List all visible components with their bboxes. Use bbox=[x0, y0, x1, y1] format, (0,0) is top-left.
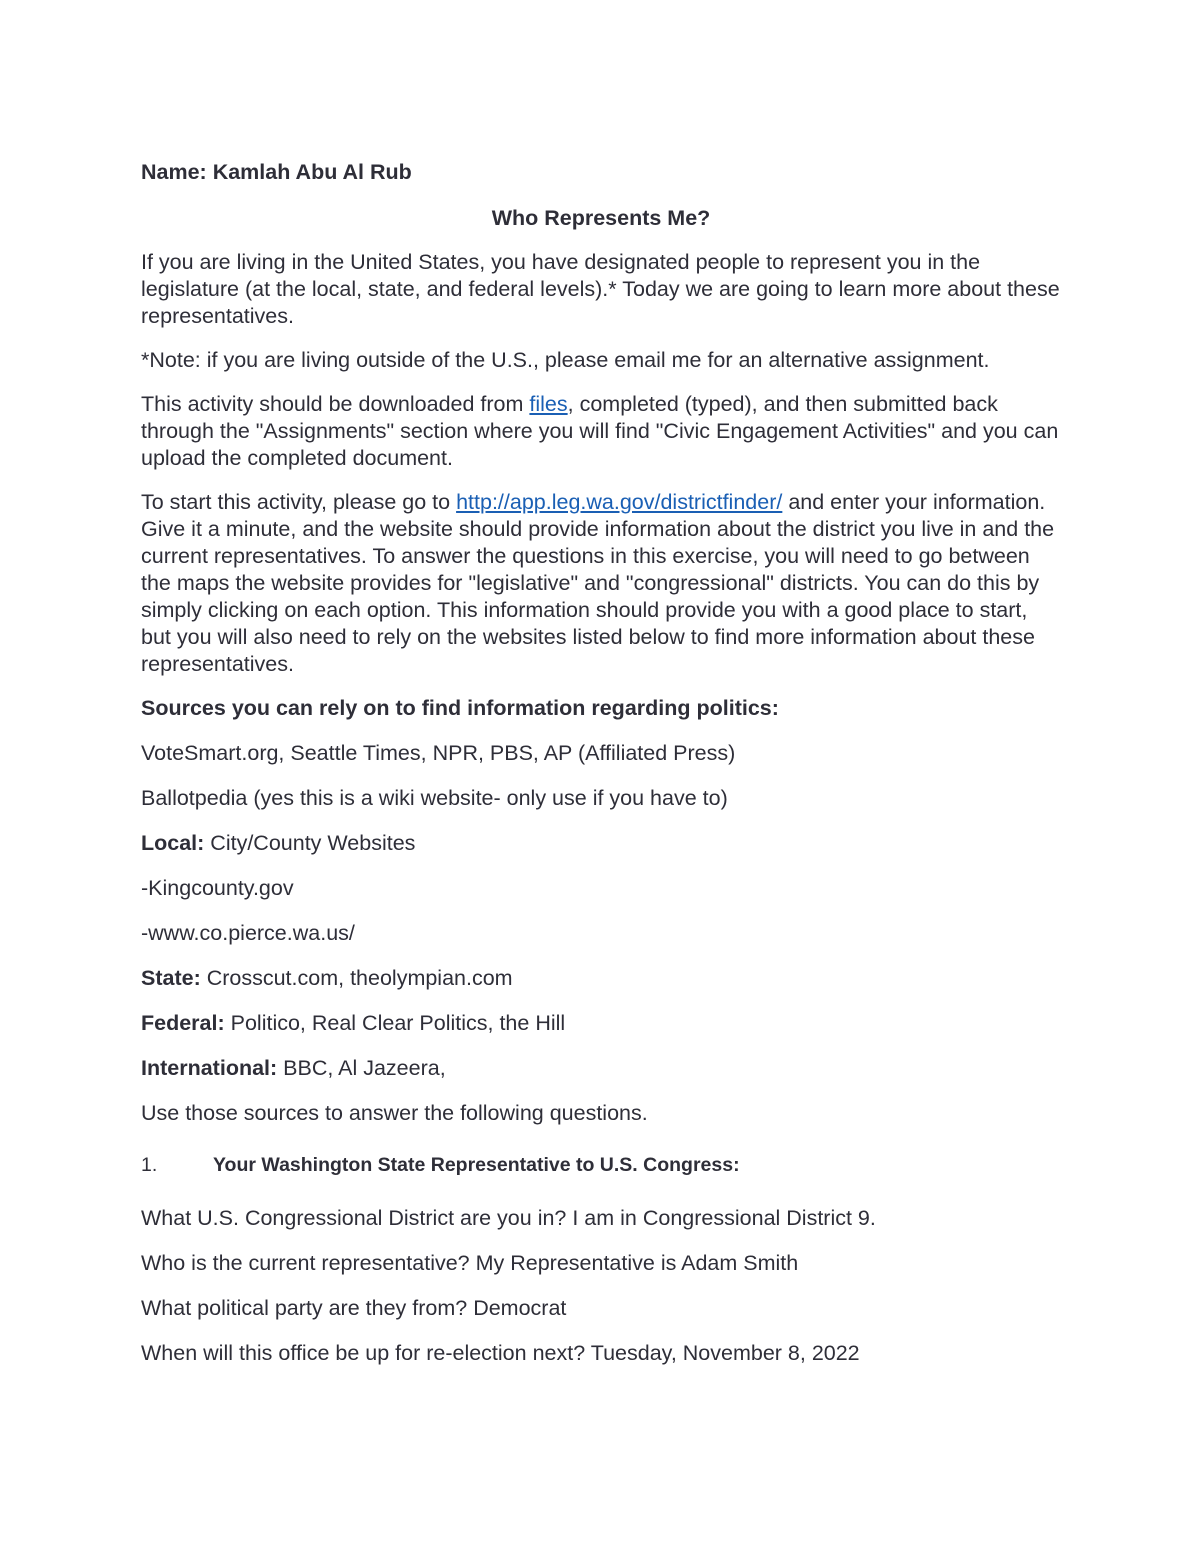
state-value: Crosscut.com, theolympian.com bbox=[200, 966, 513, 990]
question-1-number: 1. bbox=[141, 1154, 158, 1176]
district-finder-link[interactable]: http://app.leg.wa.gov/districtfinder/ bbox=[456, 490, 783, 514]
intro-paragraph: If you are living in the United States, you have designated people to represent you in the legislature (at the local, state, and federal levels).* Today we are going to learn more about these representatives. bbox=[141, 250, 1060, 328]
document-page bbox=[141, 158, 1061, 1385]
sources-state bbox=[141, 965, 1061, 992]
sources-heading: Sources you can rely on to find information regarding politics: bbox=[141, 696, 779, 720]
download-text-after: , completed (typed), and then submitted back through the "Assignments" section where you will find "Civic Engagement Activities" and you can upload the completed document. bbox=[141, 392, 1059, 470]
federal-value: Politico, Real Clear Politics, the Hill bbox=[224, 1011, 566, 1035]
student-name: Kamlah Abu Al Rub bbox=[212, 160, 412, 184]
sources-local bbox=[141, 830, 1061, 857]
federal-label: Federal: bbox=[141, 1011, 225, 1035]
sources-general: VoteSmart.org, Seattle Times, NPR, PBS, AP (Affiliated Press) bbox=[141, 741, 736, 765]
sources-local-pierce: -www.co.pierce.wa.us/ bbox=[141, 921, 355, 945]
sources-ballotpedia: Ballotpedia (yes this is a wiki website- only use if you have to) bbox=[141, 786, 728, 810]
document-title: Who Represents Me? bbox=[491, 206, 711, 230]
name-label: Name: bbox=[141, 160, 207, 184]
sources-local-kingcounty: -Kingcounty.gov bbox=[141, 876, 294, 900]
state-label: State: bbox=[141, 966, 201, 990]
start-text-before: To start this activity, please go to bbox=[141, 490, 457, 514]
international-label: International: bbox=[141, 1056, 278, 1080]
question-1-district: What U.S. Congressional District are you in? I am in Congressional District 9. bbox=[141, 1206, 876, 1230]
sources-international bbox=[141, 1055, 1061, 1082]
download-text-before: This activity should be downloaded from bbox=[141, 392, 530, 416]
note-paragraph: *Note: if you are living outside of the U.S., please email me for an alternative assignment. bbox=[141, 348, 990, 372]
question-1-representative: Who is the current representative? My Representative is Adam Smith bbox=[141, 1251, 799, 1275]
start-text-after: and enter your information. Give it a minute, and the website should provide information about the district you live in and the current representatives. To answer the questions in this exercise, you will need to go between the maps the website provides for "legislative" and "congressional" districts. You can do this by simply clicking on each option. This information should provide you with a good place to start, but you will also need to rely on the websites listed below to find more information about these representatives. bbox=[141, 490, 1055, 676]
question-1-heading bbox=[141, 1151, 1061, 1179]
files-link[interactable]: files bbox=[529, 392, 568, 416]
question-1-title: Your Washington State Representative to U.S. Congress: bbox=[213, 1154, 740, 1176]
question-1-party: What political party are they from? Democrat bbox=[141, 1296, 567, 1320]
international-value: BBC, Al Jazeera, bbox=[277, 1056, 446, 1080]
local-label: Local: bbox=[141, 831, 205, 855]
local-value: City/County Websites bbox=[204, 831, 416, 855]
sources-instruction: Use those sources to answer the following questions. bbox=[141, 1101, 648, 1125]
download-paragraph bbox=[141, 391, 1061, 472]
start-paragraph bbox=[141, 489, 1061, 678]
sources-federal bbox=[141, 1010, 1061, 1037]
name-line bbox=[141, 158, 1061, 186]
question-1-election: When will this office be up for re-election next? Tuesday, November 8, 2022 bbox=[141, 1341, 860, 1365]
